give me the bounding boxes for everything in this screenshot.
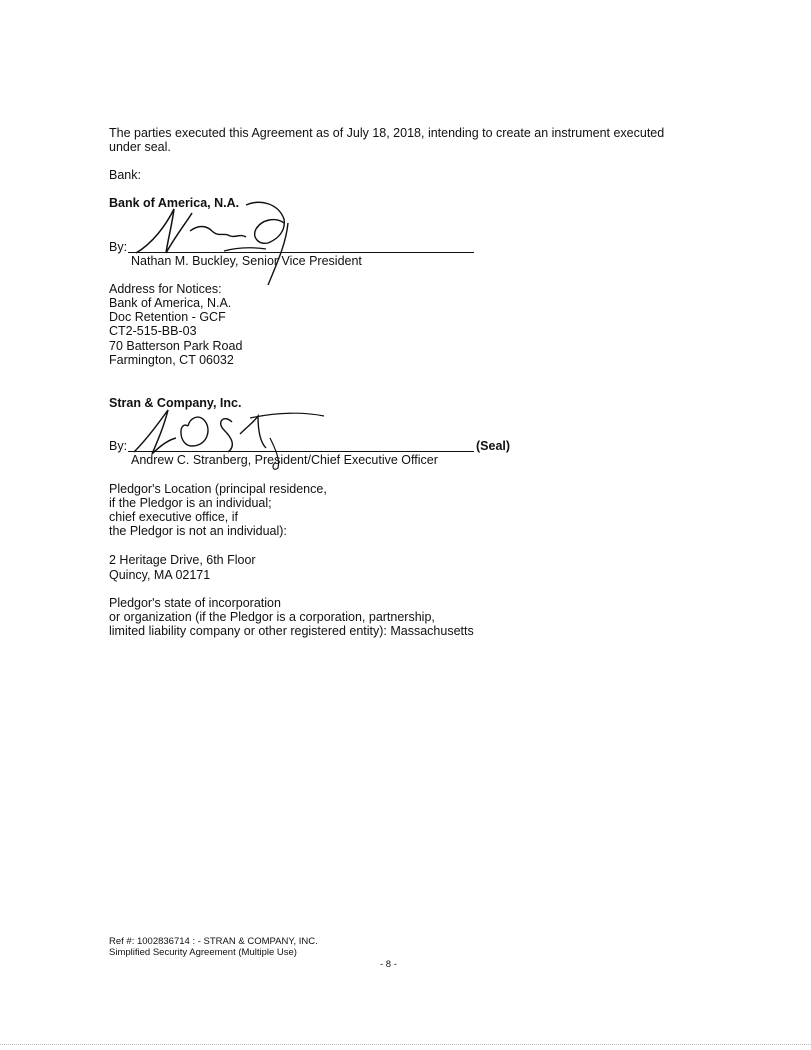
footer-title: Simplified Security Agreement (Multiple Use)	[109, 947, 297, 958]
seal-label: (Seal)	[476, 439, 511, 453]
notices-line: Address for Notices:	[109, 282, 222, 296]
pledgor-signature-graphic	[128, 400, 338, 480]
pledgor-by-label: By:	[109, 439, 128, 453]
notices-line: Doc Retention - GCF	[109, 310, 226, 324]
incorporation-line: Pledgor's state of incorporation	[109, 596, 281, 610]
pledgor-name: Stran & Company, Inc.	[109, 396, 242, 410]
bank-by-label: By:	[109, 240, 128, 254]
notices-line: CT2-515-BB-03	[109, 324, 197, 338]
location-line: if the Pledgor is an individual;	[109, 496, 272, 510]
bank-name: Bank of America, N.A.	[109, 196, 240, 210]
incorporation-line: or organization (if the Pledgor is a corporation, partnership,	[109, 610, 435, 624]
location-line: Pledgor's Location (principal residence,	[109, 482, 327, 496]
address-line: 2 Heritage Drive, 6th Floor	[109, 553, 256, 567]
execution-statement-line-1: The parties executed this Agreement as of July 18, 2018, intending to create an instrument executed	[109, 126, 665, 140]
bank-signatory: Nathan M. Buckley, Senior Vice President	[131, 254, 362, 268]
notices-line: Farmington, CT 06032	[109, 353, 234, 367]
address-line: Quincy, MA 02171	[109, 568, 211, 582]
bank-signature-graphic	[128, 195, 308, 295]
footer-ref: Ref #: 1002836714 : - STRAN & COMPANY, INC.	[109, 936, 318, 947]
pledgor-signatory: Andrew C. Stranberg, President/Chief Executive Officer	[131, 453, 438, 467]
incorporation-line: limited liability company or other registered entity): Massachusetts	[109, 624, 474, 638]
location-line: the Pledgor is not an individual):	[109, 524, 287, 538]
notices-line: Bank of America, N.A.	[109, 296, 232, 310]
notices-line: 70 Batterson Park Road	[109, 339, 243, 353]
page-number: - 8 -	[380, 959, 397, 970]
location-line: chief executive office, if	[109, 510, 239, 524]
scan-edge-divider	[0, 1044, 811, 1045]
bank-label: Bank:	[109, 168, 141, 182]
execution-statement-line-2: under seal.	[109, 140, 171, 154]
